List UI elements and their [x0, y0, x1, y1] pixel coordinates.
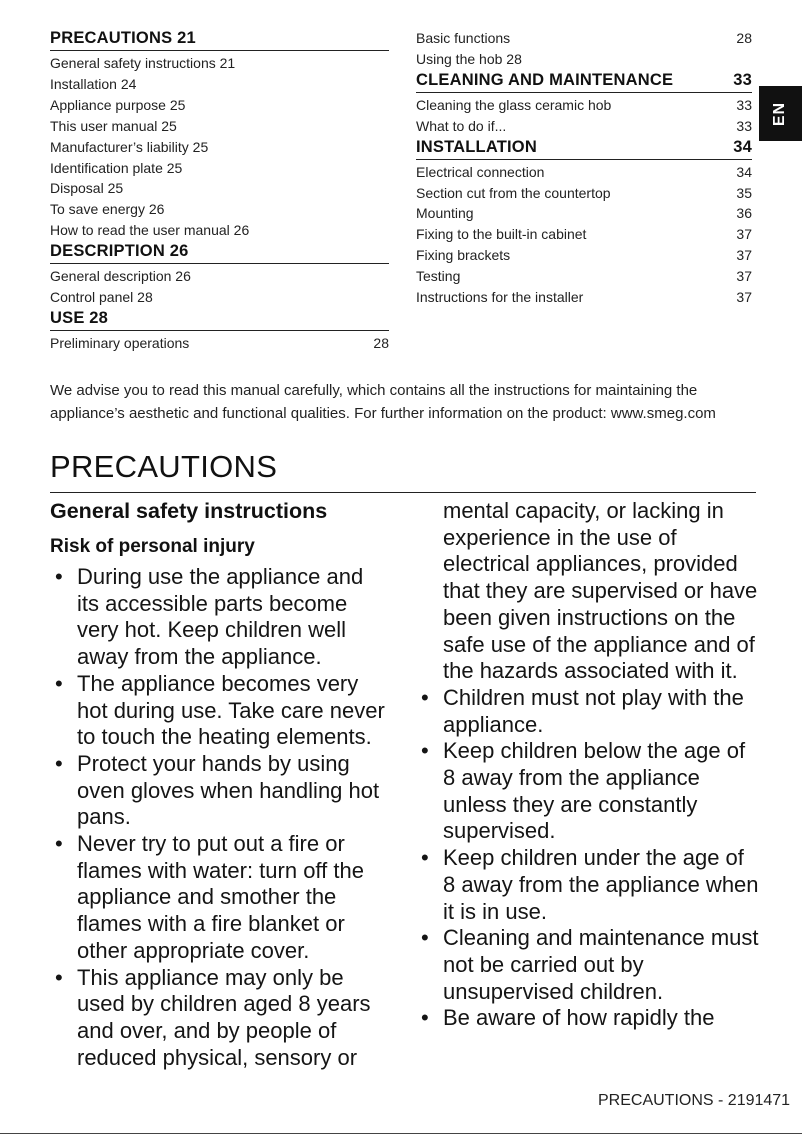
toc-group-use [50, 308, 389, 354]
toc-item[interactable]: Cleaning the glass ceramic hob 33 [416, 96, 752, 113]
bullet-icon: • [55, 750, 63, 776]
toc-item[interactable]: Section cut from the countertop 35 [416, 184, 752, 201]
toc-item[interactable]: Testing 37 [416, 268, 752, 285]
toc-item[interactable]: Manufacturer’s liability 25 [50, 138, 209, 155]
list-item: • Be aware of how rapidly the [421, 1005, 715, 1031]
toc-group-precautions [50, 28, 389, 241]
toc-group-installation [416, 137, 752, 308]
toc-item[interactable]: To save energy 26 [50, 201, 165, 218]
toc-item[interactable]: Identification plate 25 [50, 159, 183, 176]
toc-heading[interactable]: INSTALLATION 34 [416, 137, 752, 160]
toc-item[interactable]: Control panel 28 [50, 289, 153, 306]
list-item: • During use the appliance and its accessible parts become very hot. Keep children well away from the appliance. [55, 564, 364, 670]
bullet-icon: • [421, 684, 429, 710]
toc-item[interactable]: Preliminary operations 28 [50, 334, 389, 351]
toc-item[interactable]: How to read the user manual 26 [50, 222, 250, 239]
toc-left-column [50, 28, 389, 354]
bullet-icon: • [421, 738, 429, 764]
list-item: • Keep children under the age of 8 away from the appliance when it is in use. [421, 845, 759, 924]
toc-item[interactable]: Installation 24 [50, 75, 137, 92]
toc-heading[interactable]: USE 28 [50, 308, 389, 331]
list-item: • Keep children below the age of 8 away from the appliance unless they are constantly supervised. [421, 738, 746, 844]
toc-heading[interactable]: DESCRIPTION 26 [50, 241, 389, 264]
list-item: • Never try to put out a fire or flames with water: turn off the appliance and smother the flames with a fire blanket or other appropriate cover. [55, 831, 364, 963]
toc-item[interactable]: This user manual 25 [50, 117, 177, 134]
toc-heading[interactable]: CLEANING AND MAINTENANCE 33 [416, 70, 752, 93]
list-item: • This appliance may only be used by children aged 8 years and over, and by people of reduced physical, sensory or [55, 964, 371, 1070]
list-item: • The appliance becomes very hot during use. Take care never to touch the heating elements. [55, 670, 385, 750]
toc-heading[interactable]: PRECAUTIONS 21 [50, 28, 389, 51]
risk-heading: Risk of personal injury [50, 536, 255, 557]
bullet-icon: • [55, 670, 63, 696]
toc-item[interactable]: Disposal 25 [50, 180, 124, 197]
toc-item[interactable]: General safety instructions 21 [50, 55, 236, 71]
body-right-column [416, 498, 761, 1032]
toc-item[interactable]: Electrical connection 34 [416, 163, 752, 180]
bullet-icon: • [55, 564, 63, 589]
bottom-divider [0, 1133, 802, 1134]
list-item: • Cleaning and maintenance must not be carried out by unsupervised children. [421, 925, 759, 1004]
page-footer: PRECAUTIONS - 2191471 [598, 1092, 791, 1109]
list-item: • Protect your hands by using oven gloves when handling hot pans. [55, 750, 380, 830]
toc-right-column [416, 28, 752, 308]
toc-item[interactable]: Fixing to the built-in cabinet 37 [416, 226, 752, 243]
toc-item[interactable]: Instructions for the installer 37 [416, 289, 752, 306]
toc-item[interactable]: Mounting 36 [416, 205, 752, 222]
body-left-column [50, 494, 390, 1071]
toc-item[interactable]: Appliance purpose 25 [50, 96, 186, 113]
toc-group-description [50, 241, 389, 308]
safety-list-right [416, 685, 761, 1032]
safety-list-left [50, 564, 390, 1071]
list-item: • Children must not play with the appliance. [421, 684, 744, 737]
toc-group-cleaning [416, 70, 752, 137]
toc-item[interactable]: What to do if... 33 [416, 117, 752, 134]
bullet-icon: • [55, 964, 63, 990]
toc-item[interactable]: Basic functions 28 [416, 30, 752, 46]
bullet-icon: • [421, 1005, 429, 1031]
subsection-title: General safety instructions [50, 499, 328, 523]
section-title: PRECAUTIONS [50, 448, 756, 493]
toc-item[interactable]: Fixing brackets 37 [416, 247, 752, 264]
toc-item[interactable]: Using the hob 28 [416, 50, 522, 67]
intro-paragraph: We advise you to read this manual carefully, which contains all the instructions for maintaining the appliance’s aesthetic and functional qualities. For further information on the product: www.smeg.com [50, 382, 716, 422]
bullet-icon: • [421, 925, 429, 951]
toc-item[interactable]: General description 26 [50, 268, 191, 285]
bullet-icon: • [55, 831, 63, 857]
language-tab: EN [759, 86, 802, 141]
bullet-icon: • [421, 845, 429, 871]
continued-text: mental capacity, or lacking in experience in the use of electrical appliances, provided that they are supervised or have been given instructions on the safe use of the appliance and of the hazards associated with it. [443, 498, 758, 684]
